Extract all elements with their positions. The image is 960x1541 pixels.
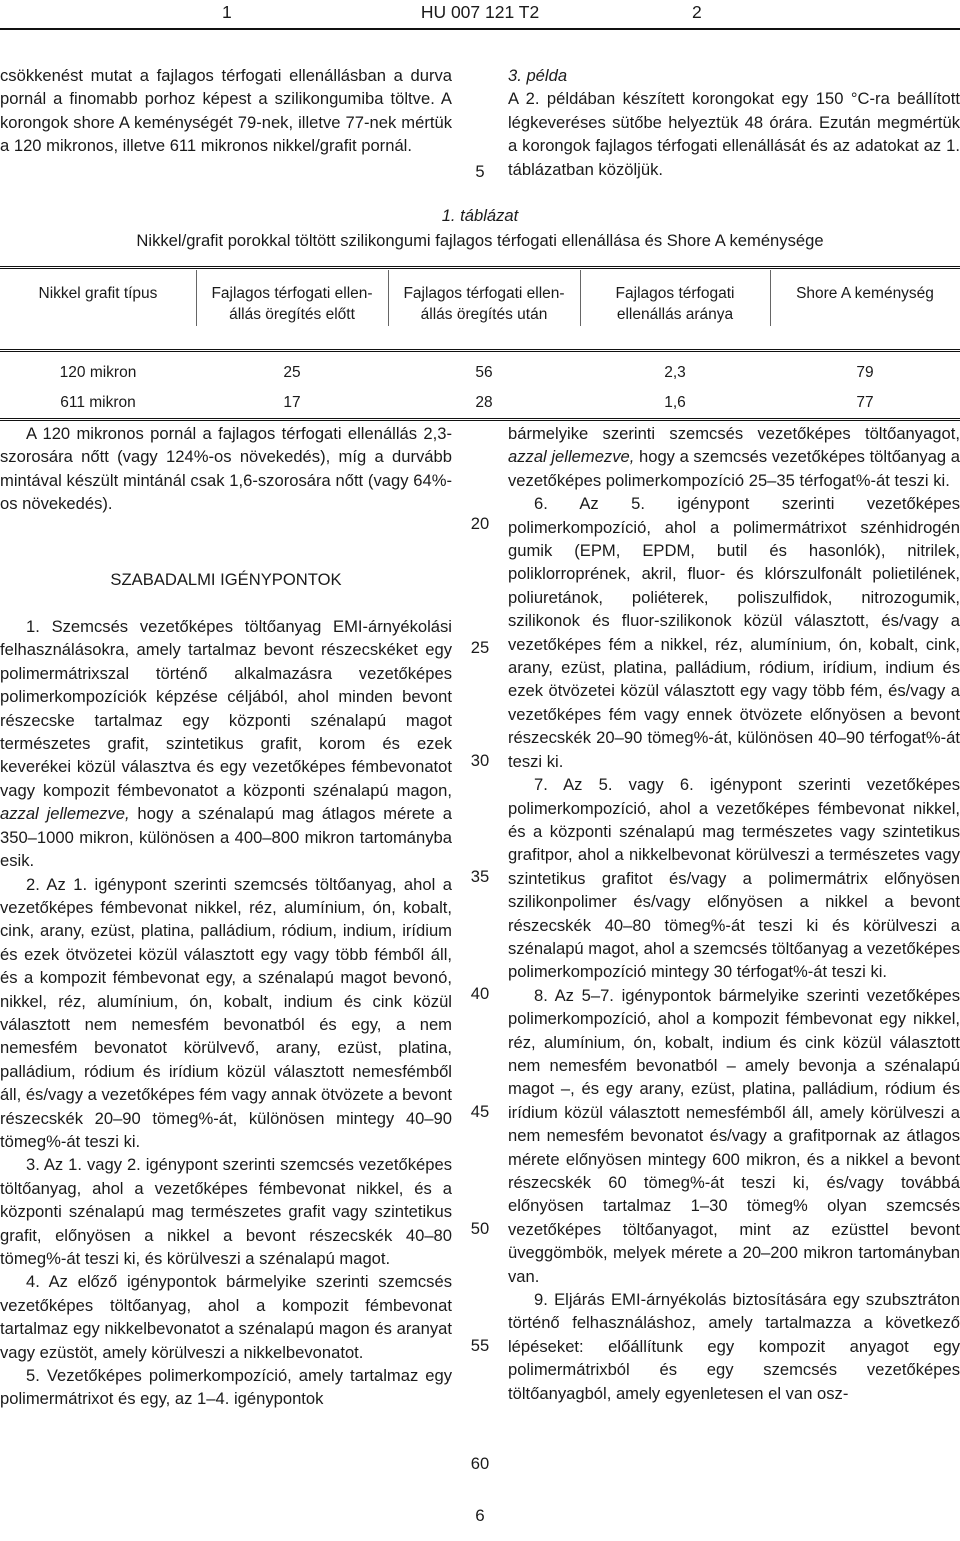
claim-9: 9. Eljárás EMI-árnyékolás biztosítására egy szubsztráton történő felhasználáshoz, amely tartalmazza a következő lépéseket: előállítunk egy kompozit anyagot egy polimermátrixból és egy szemcsés vezetőképes töltőanyagból, amely egyenletesen el van osz- <box>508 1290 960 1403</box>
continuation-paragraph: csökkenést mutat a fajlagos térfogati ellenállásban a durva pornál a finomabb porhoz képest a szilikongumiba töltve. A korongok shore A keménységét 79-nek, illetve 77-nek mértük a 120 mikronos, illetve 611 mikronos nikkel/grafit pornál. <box>0 66 452 156</box>
table-row <box>0 351 960 389</box>
table-cell: 79 <box>856 364 874 381</box>
line-number: 50 <box>470 1219 490 1238</box>
line-number: 45 <box>470 1102 490 1121</box>
page-left-number: 1 <box>222 2 232 22</box>
table-row <box>0 388 960 420</box>
claims-heading: SZABADALMI IGÉNYPONTOK <box>110 569 342 589</box>
table-cell: 28 <box>475 394 493 411</box>
table-cell: 611 mikron <box>60 394 136 411</box>
table-cell: 2,3 <box>664 364 686 381</box>
claim-6: 6. Az 5. igénypont szerinti vezetőképes polimerkompozíció, ahol a polimermátrixot szénhidrogén gumik (EPM, EPDM, butil és hasonlók), nitrilek, poliklorroprének, akril, fluor- és klórszulfonált polietilének, poliuretánok, poliéterek, poliszulfidok, nitrozogumik, szilikonok és fluor-szilikonok közül választott, és/vagy a vezetőképes fém a nikkel, réz, alumínium, ón, kobalt, cink, arany, ezüst, platina, palládium, ródium, irídium, indium és ezek ötvözetei közül választott egy vagy több fém, és/vagy a vezetőképes fém vagy ennek ötvözete előnyösen a bevont részecskék 20–90 tömeg%-át, különösen 40–90 térfogat%-át teszi ki. <box>508 494 960 771</box>
table-cell: 17 <box>283 394 301 411</box>
line-number: 25 <box>470 638 490 657</box>
table-cell: 120 mikron <box>59 364 137 381</box>
table-divider <box>770 270 771 326</box>
table-cell: 1,6 <box>664 394 686 411</box>
line-number: 55 <box>470 1336 490 1355</box>
line-number: 35 <box>470 867 490 886</box>
example-title: 3. példa <box>508 66 568 85</box>
header-cell-type: Nikkel grafit típus <box>38 285 158 302</box>
claim-5: 5. Vezetőképes polimerkompozíció, amely tartalmaz egy polimermátrixot és egy, az 1–4. igénypontok <box>0 1366 452 1409</box>
example-paragraph: A 2. példában készített korongokat egy 150 °C-ra beállított légkeveréses sütőbe helyeztük 48 órára. Ezután megmértük a korongok fajlagos térfogati ellenállását és az adatokat az 1. táblázatban közöljük. <box>508 89 960 179</box>
line-number: 5 <box>475 162 485 181</box>
resistivity-table <box>0 266 960 421</box>
top-left-column <box>0 64 452 158</box>
line-number: 30 <box>470 751 490 770</box>
table-title: Nikkel/grafit porokkal töltött szilikongumi fajlagos térfogati ellenállása és Shore A keménysége <box>136 231 824 250</box>
table-divider <box>388 270 389 326</box>
document-id: HU 007 121 T2 <box>420 2 540 22</box>
top-right-column <box>508 64 960 181</box>
page-right-number: 2 <box>692 2 702 22</box>
table-divider <box>196 270 197 326</box>
line-number: 60 <box>470 1454 490 1473</box>
header-cell-before-aging: Fajlagos térfogati ellen- állás öregítés előtt <box>211 285 373 323</box>
claim-4: 4. Az előző igénypontok bármelyike szerinti szemcsés vezetőképes töltőanyag, ahol a kompozit fémbevonat tartalmaz egy nikkelbevonatot a szénalapú magon és aranyat vagy ezüstöt, amely körülveszi a nikkelbevonatot. <box>0 1272 452 1362</box>
table-divider <box>580 270 581 326</box>
claim-7: 7. Az 5. vagy 6. igénypont szerinti vezetőképes polimerkompozíció, ahol a vezetőképes fémbevonat nikkel, és a központi szénalapú mag természetes vagy szintetikus grafitpor, ahol a nikkelbevonat körülveszi a természetes vagy szintetikus grafitot és/vagy a polimermátrix előnyösen szilikonpolimer és/vagy előnyösen a nikkel a bevont részecskék 40–80 tömeg%-át teszi ki és körülveszi a szénalapú magot, ahol a szemcsés töltőanyag a vezetőképes polimerkompozíció mintegy 30 térfogat%-át teszi ki. <box>508 775 960 982</box>
results-paragraph: A 120 mikronos pornál a fajlagos térfogati ellenállás 2,3-szorosára nőtt (vagy 124%-os növekedés), míg a durvább mintával készült mintánál csak 1,6-szorosára nőtt (vagy 64%-os növekedés). <box>0 424 452 514</box>
right-column <box>508 422 960 1405</box>
table-cell: 56 <box>475 364 493 381</box>
header-cell-after-aging: Fajlagos térfogati ellen- állás öregítés után <box>403 285 565 323</box>
table-label: 1. táblázat <box>441 206 519 225</box>
table-cell: 77 <box>856 394 874 411</box>
claim-2: 2. Az 1. igénypont szerinti szemcsés töltőanyag, ahol a vezetőképes fémbevonat nikkel, réz, alumínium, ón, kobalt, cink, arany, ezüst, platina, palládium, ródium, indium, irídium és ezek ötvözetei közül választott egy vagy több fémből áll, és a kompozit fémbevonat egy, a szénalapú magot bevonó, nikkel, réz, alumínium, ón, kobalt, indium és cink közül választott nem nemesfém bevonatból és egy, a nem nemesfém bevonatot körülvevő, arany, ezüst, platina, palládium, ródium és irídium közül választott nemesfémből áll, és/vagy a vezetőképes fém vagy annak ötvözete a bevont részecskék 20–90 tömeg%-át, különösen mintegy 40–90 tömeg%-át teszi ki. <box>0 874 452 1151</box>
header-rule <box>0 28 960 30</box>
claim-3: 3. Az 1. vagy 2. igénypont szerinti szemcsés vezetőképes töltőanyag, ahol a vezetőképes fémbevonat nikkel, és a központi szénalapú mag természetes grafit vagy szintetikus grafit, előnyösen a nikkel a bevont részecskék 40–80 tömeg%-át teszi ki, és körülveszi a szénalapú magot. <box>0 1155 452 1268</box>
claim-1: 1. Szemcsés vezetőképes töltőanyag EMI-árnyékolási felhasználásokra, amely tartalmaz bevont részecskéket egy polimermátrixszal történő alkalmazásra vezetőképes polimerkompozíciók képzése céljából, ahol minden bevont részecske tartalmaz egy központi szénalapú magot természetes grafit, szintetikus grafit, korom és ezek keverékei közül választva és egy vezetőképes fémbevonatot vagy kompozit fémbevonatot a központi szénalapú magon, azzal jellemezve, hogy a szénalapú mag átlagos mérete a 350–1000 mikron, különösen a 400–800 mikron tartományba esik. <box>0 617 452 871</box>
left-column <box>0 422 452 1411</box>
line-number: 40 <box>470 984 490 1003</box>
header-cell-ratio: Fajlagos térfogati ellenállás aránya <box>615 285 735 323</box>
table-cell: 25 <box>283 364 301 381</box>
table-header-row <box>0 268 960 351</box>
claim-8: 8. Az 5–7. igénypontok bármelyike szerinti vezetőképes polimerkompozíció, ahol a kompozit fémbevonat egy nikkel, réz, alumínium, ón, kobalt, indium és cink közül választott nem nemesfém bevonatból – amely bevonja a szénalapú magot –, és egy arany, ezüst, platina, palládium, ródium és irídium közül választott nemesfémből áll, amely körülveszi a nem nemesfém bevonatot és/vagy a grafitpornak az átlagos mérete előnyösen mintegy 600 mikron, és a nikkel a bevont részecskék 60 tömeg%-át teszi ki, és/vagy továbbá előnyösen tartalmaz 1–30 tömeg% olyan szemcsés vezetőképes töltőanyagot, mint az ezüsttel bevont üveggömbök, melyek mérete a 20–200 mikron tartományban van. <box>508 985 960 1286</box>
header-cell-shore: Shore A keménység <box>796 285 934 302</box>
line-number: 20 <box>470 514 490 533</box>
claim-5-continuation: bármelyike szerinti szemcsés vezetőképes töltőanyagot, azzal jellemezve, hogy a szemcsés vezetőképes töltőanyag a vezetőképes polimerkompozíció 25–35 térfogat%-át teszi ki. <box>508 424 960 490</box>
page-number: 6 <box>475 1506 485 1525</box>
